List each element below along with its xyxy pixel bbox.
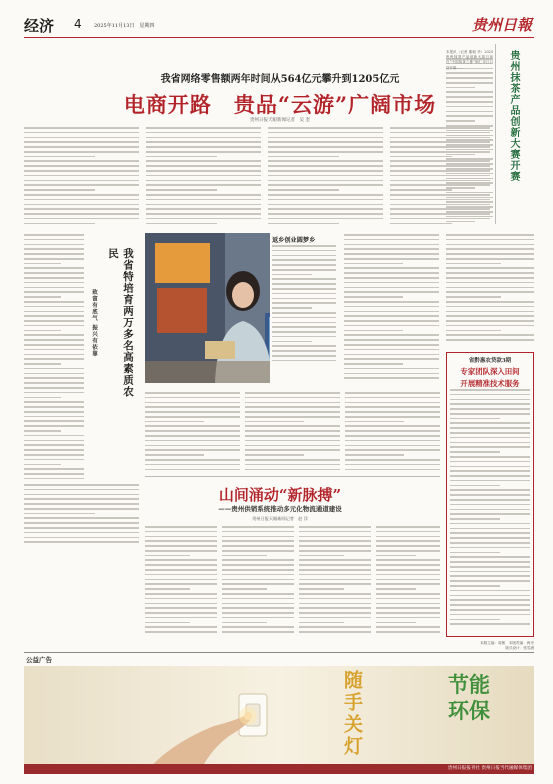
lead-body-col-mid: [344, 234, 439, 384]
left-story-body-b: [24, 484, 139, 544]
header-rule: [24, 37, 534, 38]
left-story: [24, 234, 139, 544]
ad-top-rule: [24, 652, 534, 653]
page-number: 4: [74, 17, 82, 31]
boxed-news-title-3: 开展精准技术服务: [460, 379, 520, 388]
ad-slogan-right: [414, 672, 524, 758]
ad-slogan-right-text: 节能环保: [448, 672, 490, 723]
feature-subheadline: ——贵州供销系统推动多元化物流通道建设: [218, 505, 342, 513]
photo-caption-title: 返乡创业圆梦乡: [272, 237, 316, 244]
feature-body-col7: [376, 526, 440, 638]
photo-caption-body: [272, 245, 336, 365]
masthead-logo: 贵州日報: [471, 16, 532, 34]
sidebar-body-mid: [446, 234, 534, 344]
boxed-news-title-2: 专家团队深入田间: [460, 367, 520, 376]
lead-kicker: 我省网络零售额两年时间从564亿元攀升到1205亿元: [160, 74, 400, 85]
ad-footer: 贵州日报报刊社 贵州日报当代融媒体集团: [447, 766, 532, 771]
left-story-subtitle: 致富有底气 振兴有依靠: [91, 289, 97, 357]
feature-body-col5: [222, 526, 294, 638]
lead-headline: 电商开路 贵品“云游”广阔市场: [123, 92, 437, 117]
lead-body-col2: [146, 127, 261, 229]
feature-body-col6: [299, 526, 371, 638]
sidebar-body-top: [446, 58, 493, 228]
editors-credit: 本版主编：周敏 本版责编：两舟 版式设计：张雪涵: [480, 641, 534, 650]
issue-date: 2025年11月13日 星期四: [94, 23, 155, 29]
left-story-body-a: [24, 234, 84, 484]
feature-body-col4: [145, 526, 217, 638]
boxed-news-body: [450, 389, 530, 633]
feature-top-rule: [145, 476, 440, 477]
lead-body-col1: [24, 127, 139, 229]
feature-byline: 贵州日报天眼新闻记者 赵 洋: [252, 516, 308, 521]
lead-byline: 贵州日报天眼新闻记者 吴 奎: [250, 118, 310, 123]
sidebar-dateline: 本报讯（记者 董朝 华）2025贵州抹茶产品创新大赛日前在“中国抹茶之都”铜仁市江口县开幕……: [446, 50, 493, 70]
sidebar-title: 贵州抹茶产品创新大赛开赛: [508, 50, 519, 182]
public-service-ad: [24, 666, 534, 774]
ad-slogan-left: 随手关灯: [341, 670, 363, 758]
feature-headline: 山间涌动“新脉搏”: [218, 486, 342, 504]
ad-label: 公益广告: [26, 656, 52, 664]
lead-body-col3: [268, 127, 383, 229]
left-story-title: 我省特培育两万多名高素质农民: [107, 248, 134, 398]
boxed-news: [446, 352, 534, 637]
section-name: 经济: [24, 17, 55, 35]
photo-caption-box: [270, 233, 338, 383]
feature-body-col1: [145, 392, 240, 472]
boxed-news-title-1: 省黔惠农贷款3期: [468, 358, 512, 364]
column-divider-right: [495, 44, 496, 224]
feature-body-col3: [345, 392, 440, 472]
feature-body-col2: [245, 392, 340, 472]
page-header: [24, 14, 534, 36]
